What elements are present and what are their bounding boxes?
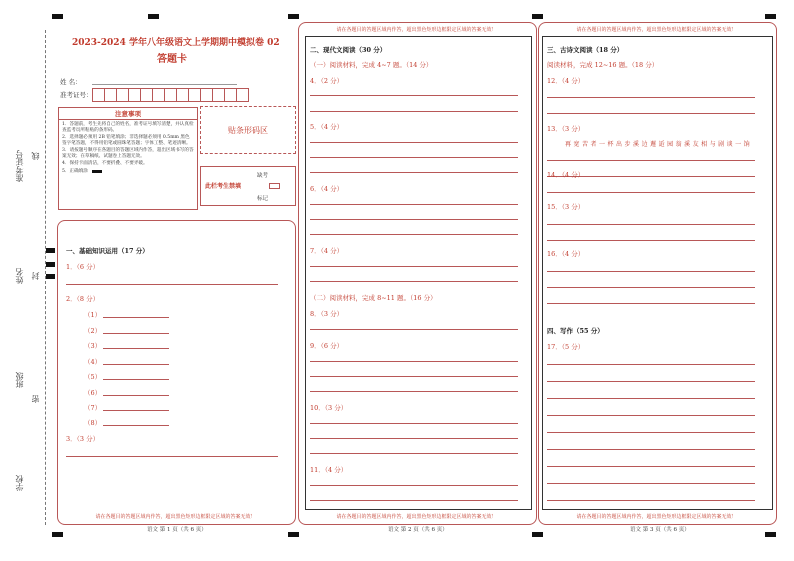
notes-title: 注意事项: [59, 108, 197, 120]
question-13-text: 再 宽 苦 者 一 杯 出 步 溪 边 邂 逅 园 翁 溪 友 相 与 剧 谈 一 饷: [565, 141, 750, 148]
question-15: 15．（3 分）: [547, 203, 585, 211]
exam-no-boxes[interactable]: [92, 88, 249, 102]
registration-mark-top-left: [52, 14, 63, 19]
answer-line[interactable]: [547, 466, 755, 467]
notes-item: 3．请按题号顺序在各题目的答题区域内作答，超出区域书写的答案无效；在草稿纸、试题卷上答题无效。: [62, 148, 194, 159]
answer-line[interactable]: [310, 438, 518, 439]
answer-line[interactable]: [310, 204, 518, 205]
registration-mark-bottom-right: [765, 532, 776, 537]
area-note: 请在各题目的答题区域内作答，超出黑色矩形边框限定区域的答案无效！: [576, 27, 737, 33]
page-footer: 语文 第 3 页（共 6 页）: [630, 527, 690, 533]
answer-line[interactable]: [103, 333, 169, 334]
exam-no-box[interactable]: [236, 88, 249, 102]
answer-line[interactable]: [547, 415, 755, 416]
answer-line[interactable]: [547, 303, 755, 304]
answer-line[interactable]: [66, 284, 278, 285]
absent-box: [200, 166, 296, 206]
notes-box: [58, 107, 198, 210]
answer-line[interactable]: [310, 376, 518, 377]
answer-line[interactable]: [66, 456, 278, 457]
section1-title: 一、基础知识运用（17 分）: [66, 247, 149, 255]
answer-line[interactable]: [547, 432, 755, 433]
answer-line[interactable]: [310, 453, 518, 454]
answer-line[interactable]: [547, 483, 755, 484]
binding-school-label: 学校: [15, 475, 24, 491]
sub-question-label: （5）: [84, 373, 102, 381]
sub-question-label: （8）: [84, 419, 102, 427]
question-16: 16．（4 分）: [547, 250, 585, 258]
name-label: 姓 名：: [60, 78, 82, 86]
sub-question-label: （6）: [84, 389, 102, 397]
notes-item: 2．选择题必须用 2B 铅笔填涂；非选择题必须用 0.5mm 黑色签字笔答题，不得用铅笔或圆珠笔答题；字体工整、笔迹清晰。: [62, 135, 191, 146]
answer-line[interactable]: [103, 364, 169, 365]
area-note: 请在各题目的答题区域内作答，超出黑色矩形边框限定区域的答案无效！: [576, 514, 737, 520]
section2-title: 二、现代文阅读（30 分）: [310, 46, 387, 54]
absent-mark-label: 缺考: [257, 173, 269, 179]
registration-mark-bottom-left: [52, 532, 63, 537]
answer-line[interactable]: [310, 423, 518, 424]
sub-question-label: （7）: [84, 404, 102, 412]
answer-line[interactable]: [547, 381, 755, 382]
question-4: 4．（2 分）: [310, 77, 344, 85]
answer-line[interactable]: [547, 224, 755, 225]
binding-dashed-line: [45, 30, 46, 525]
answer-line[interactable]: [547, 364, 755, 365]
question-1: 1．（6 分）: [66, 263, 100, 271]
answer-line[interactable]: [103, 379, 169, 380]
binding-seal-label: 封: [31, 272, 40, 280]
answer-line[interactable]: [547, 97, 755, 98]
name-field[interactable]: [92, 84, 237, 85]
question-8: 8．（3 分）: [310, 310, 344, 318]
question-5: 5．（4 分）: [310, 123, 344, 131]
answer-card-subtitle: 答题卡: [157, 54, 187, 65]
answer-line[interactable]: [547, 449, 755, 450]
registration-mark-side: [46, 262, 55, 267]
page-footer: 语文 第 1 页（共 6 页）: [147, 527, 207, 533]
question-7: 7．（4 分）: [310, 247, 344, 255]
answer-line[interactable]: [547, 240, 755, 241]
sub-question-label: （4）: [84, 358, 102, 366]
question-17: 17．（5 分）: [547, 343, 585, 351]
absent-forbidden-label: 此栏考生禁填: [205, 183, 242, 190]
absent-checkbox[interactable]: [269, 183, 280, 189]
registration-mark-bottom: [288, 532, 299, 537]
answer-line[interactable]: [310, 219, 518, 220]
answer-line[interactable]: [547, 113, 755, 114]
registration-mark-top: [532, 14, 543, 19]
answer-line[interactable]: [310, 391, 518, 392]
binding-line-label: 线: [31, 152, 40, 160]
registration-mark-side: [46, 274, 55, 279]
registration-mark-top-right: [765, 14, 776, 19]
answer-line[interactable]: [547, 500, 755, 501]
section4-title: 四、写作（55 分）: [547, 327, 604, 335]
sub-question-label: （3）: [84, 342, 102, 350]
filled-bubble-sample: [92, 170, 102, 173]
answer-line[interactable]: [547, 271, 755, 272]
answer-line[interactable]: [310, 361, 518, 362]
registration-mark-top: [288, 14, 299, 19]
answer-line[interactable]: [310, 95, 518, 96]
section3-title: 三、古诗文阅读（18 分）: [547, 46, 624, 54]
barcode-area: [200, 106, 296, 154]
answer-line[interactable]: [310, 500, 518, 501]
binding-class-label: 班级: [15, 372, 24, 388]
binding-name-label: 姓名: [15, 268, 24, 284]
answer-box-page3: [542, 36, 773, 510]
answer-line[interactable]: [103, 317, 169, 318]
answer-line[interactable]: [310, 329, 518, 330]
answer-line[interactable]: [547, 287, 755, 288]
area-note: 请在各题目的答题区域内作答，超出黑色矩形边框限定区域的答案无效！: [336, 27, 497, 33]
question-9: 9．（6 分）: [310, 342, 344, 350]
answer-line[interactable]: [103, 348, 169, 349]
reading-instruction: （一）阅读材料，完成 4~7 题。（14 分）: [310, 61, 433, 69]
question-10: 10．（3 分）: [310, 404, 348, 412]
answer-line[interactable]: [547, 192, 755, 193]
answer-line[interactable]: [310, 234, 518, 235]
notes-item: 1．答题前，考生先将自己的姓名，准考证号填写清楚，并认真检查监考员所粘贴的条形码。: [62, 122, 194, 133]
answer-line[interactable]: [310, 111, 518, 112]
answer-line[interactable]: [310, 485, 518, 486]
answer-line[interactable]: [310, 157, 518, 158]
question-2: 2．（8 分）: [66, 295, 100, 303]
absent-mark-label: 标记: [257, 196, 269, 202]
registration-mark-bottom: [532, 532, 543, 537]
answer-line[interactable]: [103, 395, 169, 396]
answer-line[interactable]: [547, 160, 755, 161]
question-11: 11．（4 分）: [310, 466, 348, 474]
registration-mark-side: [46, 248, 55, 253]
question-6: 6．（4 分）: [310, 185, 344, 193]
sub-question-label: （1）: [84, 311, 102, 319]
question-3: 3．（3 分）: [66, 435, 100, 443]
area-note: 请在各题目的答题区域内作答，超出黑色矩形边框限定区域的答案无效！: [95, 514, 256, 520]
answer-line[interactable]: [103, 410, 169, 411]
question-13: 13．（3 分）: [547, 125, 585, 133]
binding-secret-label: 密: [31, 395, 40, 403]
question-12: 12．（4 分）: [547, 77, 585, 85]
barcode-area-label: 贴条形码区: [228, 125, 268, 135]
answer-line[interactable]: [310, 266, 518, 267]
reading-instruction: 阅读材料，完成 12~16 题。（18 分）: [547, 61, 659, 69]
notes-item: 4．保持卡面清洁，不要折叠、不要弄破。: [62, 161, 148, 166]
question-14: 14．（4 分）: [547, 171, 585, 179]
binding-exam-no-label: 准考证号: [15, 150, 24, 182]
page-footer: 语文 第 2 页（共 6 页）: [388, 527, 448, 533]
notes-item: 5．正确填涂: [62, 169, 88, 174]
reading-instruction: （二）阅读材料，完成 8~11 题。（16 分）: [310, 294, 437, 302]
answer-line[interactable]: [310, 281, 518, 282]
registration-mark-top: [148, 14, 159, 19]
exam-title: 2023-2024 学年八年级语文上学期期中模拟卷 02: [72, 38, 280, 48]
area-note: 请在各题目的答题区域内作答，超出黑色矩形边框限定区域的答案无效！: [336, 514, 497, 520]
exam-no-label: 准考证号：: [60, 91, 93, 99]
answer-line[interactable]: [103, 425, 169, 426]
answer-line[interactable]: [310, 172, 518, 173]
answer-line[interactable]: [310, 142, 518, 143]
answer-line[interactable]: [547, 398, 755, 399]
sub-question-label: （2）: [84, 327, 102, 335]
